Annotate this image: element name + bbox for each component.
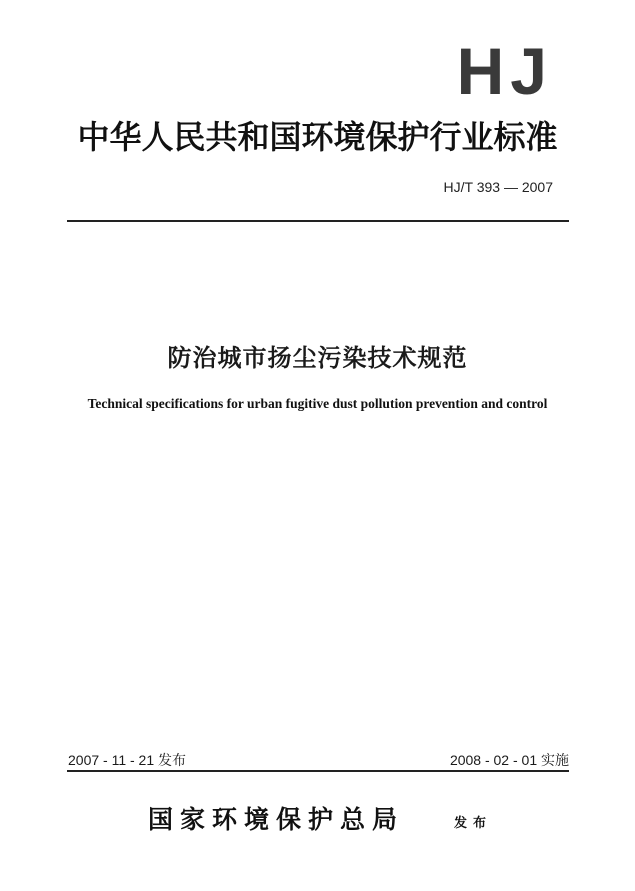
document-title-english: Technical specifications for urban fugitive dust pollution prevention and control — [87, 396, 548, 411]
standard-category-title: 中华人民共和国环境保护行业标准 — [77, 118, 558, 156]
header-divider — [67, 220, 569, 222]
issuing-authority-suffix: 发布 — [454, 816, 493, 831]
hj-logo: HJ — [456, 34, 553, 108]
footer-divider — [67, 770, 569, 772]
document-title-chinese: 防治城市扬尘污染技术规范 — [167, 344, 468, 372]
standard-code: HJ/T 393 — 2007 — [443, 179, 553, 195]
issue-date: 2007 - 11 - 21 发布 — [68, 752, 187, 768]
issuing-authority: 国家环境保护总局 — [148, 805, 405, 834]
implementation-date: 2008 - 02 - 01 实施 — [449, 752, 569, 768]
